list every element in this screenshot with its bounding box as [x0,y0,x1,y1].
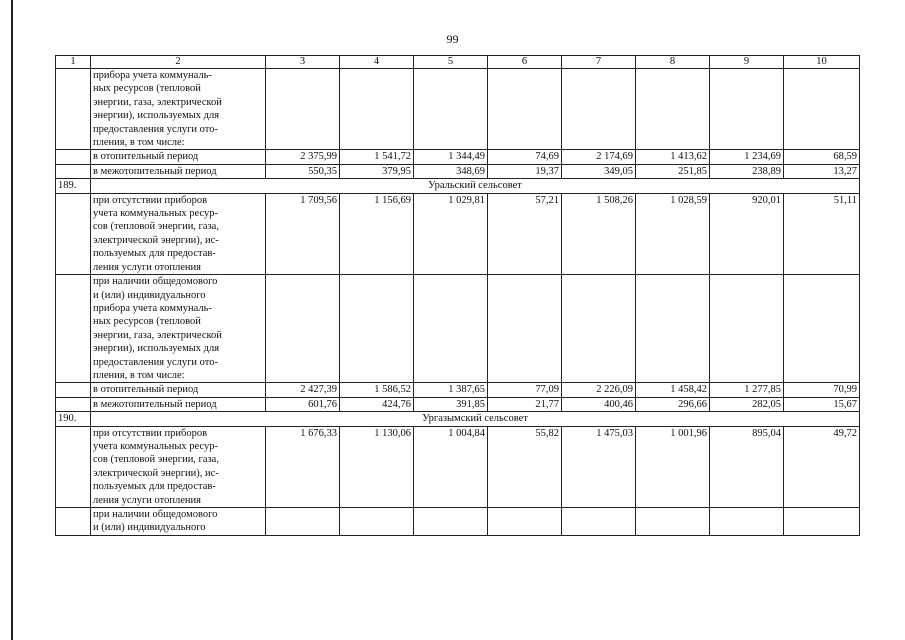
value-cell: 1 001,96 [636,426,710,507]
text-line: пользуемых для предостав- [93,481,216,493]
empty-cell [340,508,414,536]
value-cell: 21,77 [488,397,562,411]
number-cell [56,69,91,150]
text-line: при наличии общедомового [93,276,218,288]
text-line: учета коммунальных ресур- [93,440,218,452]
text-line: и (или) индивидуального [93,289,206,301]
text-line: ных ресурсов (тепловой [93,316,201,328]
text-line: сов (тепловой энергии, газа, [93,221,219,233]
value-cell: 68,59 [784,150,860,164]
value-cell: 1 029,81 [414,193,488,274]
value-cell: 2 375,99 [266,150,340,164]
text-line: при отсутствии приборов [93,194,208,206]
empty-cell [266,275,340,383]
section-number: 190. [56,412,91,426]
text-line: предоставления услуги ото- [93,123,218,135]
empty-cell [340,69,414,150]
text-line: учета коммунальных ресур- [93,208,218,220]
header-row [56,56,860,69]
number-cell [56,426,91,507]
value-cell: 2 174,69 [562,150,636,164]
value-cell: 49,72 [784,426,860,507]
empty-cell [784,508,860,536]
empty-cell [636,275,710,383]
empty-cell [340,275,414,383]
period-row [56,164,860,178]
page-number: 99 [446,32,459,46]
empty-cell [414,275,488,383]
empty-cell [636,508,710,536]
value-cell: 238,89 [710,164,784,178]
value-cell: 1 475,03 [562,426,636,507]
number-cell [56,164,91,178]
text-line: энергии), используемых для [93,343,220,355]
value-cell: 1 387,65 [414,383,488,397]
empty-cell [710,508,784,536]
text-line: пления, в том числе: [93,369,185,381]
number-cell [56,383,91,397]
value-cell: 920,01 [710,193,784,274]
column-header: 2 [91,56,266,69]
column-header: 3 [266,56,340,69]
empty-cell [562,508,636,536]
value-cell: 51,11 [784,193,860,274]
text-line: энергии, газа, электрической [93,329,222,341]
empty-cell [488,275,562,383]
description-cell [91,193,266,274]
number-cell [56,397,91,411]
text-line: прибора учета коммуналь- [93,70,212,81]
value-cell: 1 277,85 [710,383,784,397]
value-cell: 1 004,84 [414,426,488,507]
empty-cell [266,69,340,150]
value-cell: 550,35 [266,164,340,178]
description-cell [91,275,266,383]
value-cell: 1 234,69 [710,150,784,164]
empty-cell [414,69,488,150]
column-header: 6 [488,56,562,69]
text-line: ления услуги отопления [93,261,201,273]
number-cell [56,150,91,164]
value-cell: 348,69 [414,164,488,178]
empty-cell [710,275,784,383]
value-cell: 1 709,56 [266,193,340,274]
text-line: прибора учета коммуналь- [93,302,212,314]
number-cell [56,508,91,536]
row-label: в межотопительный период [91,164,266,178]
column-header: 7 [562,56,636,69]
value-cell: 19,37 [488,164,562,178]
section-name: Ургазымский сельсовет [91,412,860,426]
value-cell: 70,99 [784,383,860,397]
empty-cell [488,69,562,150]
empty-cell [266,508,340,536]
section-number: 189. [56,179,91,193]
value-cell: 1 156,69 [340,193,414,274]
text-line: сов (тепловой энергии, газа, [93,454,219,466]
text-line: при отсутствии приборов [93,427,208,439]
section-name: Уральский сельсовет [91,179,860,193]
value-cell: 251,85 [636,164,710,178]
row-label: в межотопительный период [91,397,266,411]
value-cell: 1 028,59 [636,193,710,274]
description-cell [91,426,266,507]
text-line: и (или) индивидуального [93,522,206,534]
value-cell: 1 344,49 [414,150,488,164]
text-line: ления услуги отопления [93,494,201,506]
text-line: энергии, газа, электрической [93,96,222,108]
value-cell: 895,04 [710,426,784,507]
tariff-table [55,55,860,536]
meter-description-row [56,275,860,383]
empty-cell [414,508,488,536]
column-header: 10 [784,56,860,69]
value-cell: 1 676,33 [266,426,340,507]
number-cell [56,275,91,383]
empty-cell [562,69,636,150]
value-cell: 1 130,06 [340,426,414,507]
column-header: 9 [710,56,784,69]
column-header: 5 [414,56,488,69]
text-line: пления, в том числе: [93,137,185,149]
value-cell: 391,85 [414,397,488,411]
value-cell: 282,05 [710,397,784,411]
empty-cell [784,275,860,383]
period-row [56,150,860,164]
text-line: пользуемых для предостав- [93,248,216,260]
value-cell: 400,46 [562,397,636,411]
value-cell: 74,69 [488,150,562,164]
empty-cell [636,69,710,150]
value-cell: 15,67 [784,397,860,411]
column-header: 4 [340,56,414,69]
text-line: при наличии общедомового [93,509,218,520]
empty-cell [488,508,562,536]
value-cell: 1 508,26 [562,193,636,274]
number-cell [56,193,91,274]
value-cell: 424,76 [340,397,414,411]
value-cell: 1 586,52 [340,383,414,397]
value-cell: 349,05 [562,164,636,178]
empty-cell [562,275,636,383]
value-cell: 1 413,62 [636,150,710,164]
description-cell [91,69,266,150]
text-line: энергии), используемых для [93,110,220,122]
meter-description-row [56,508,860,536]
text-line: ных ресурсов (тепловой [93,83,201,95]
value-cell: 1 458,42 [636,383,710,397]
period-row [56,383,860,397]
column-header: 8 [636,56,710,69]
value-cell: 2 427,39 [266,383,340,397]
value-cell: 13,27 [784,164,860,178]
no-meter-row [56,193,860,274]
table-body [56,56,860,536]
empty-cell [784,69,860,150]
value-cell: 1 541,72 [340,150,414,164]
meter-description-row [56,69,860,150]
text-line: электрической энергии), ис- [93,467,219,479]
value-cell: 379,95 [340,164,414,178]
value-cell: 296,66 [636,397,710,411]
no-meter-row [56,426,860,507]
description-cell [91,508,266,536]
section-row [56,412,860,426]
period-row [56,397,860,411]
value-cell: 601,76 [266,397,340,411]
empty-cell [710,69,784,150]
row-label: в отопительный период [91,150,266,164]
text-line: предоставления услуги ото- [93,356,218,368]
row-label: в отопительный период [91,383,266,397]
page-edge-rule [11,0,13,640]
value-cell: 77,09 [488,383,562,397]
value-cell: 57,21 [488,193,562,274]
text-line: электрической энергии), ис- [93,234,219,246]
column-header: 1 [56,56,91,69]
value-cell: 2 226,09 [562,383,636,397]
value-cell: 55,82 [488,426,562,507]
section-row [56,179,860,193]
